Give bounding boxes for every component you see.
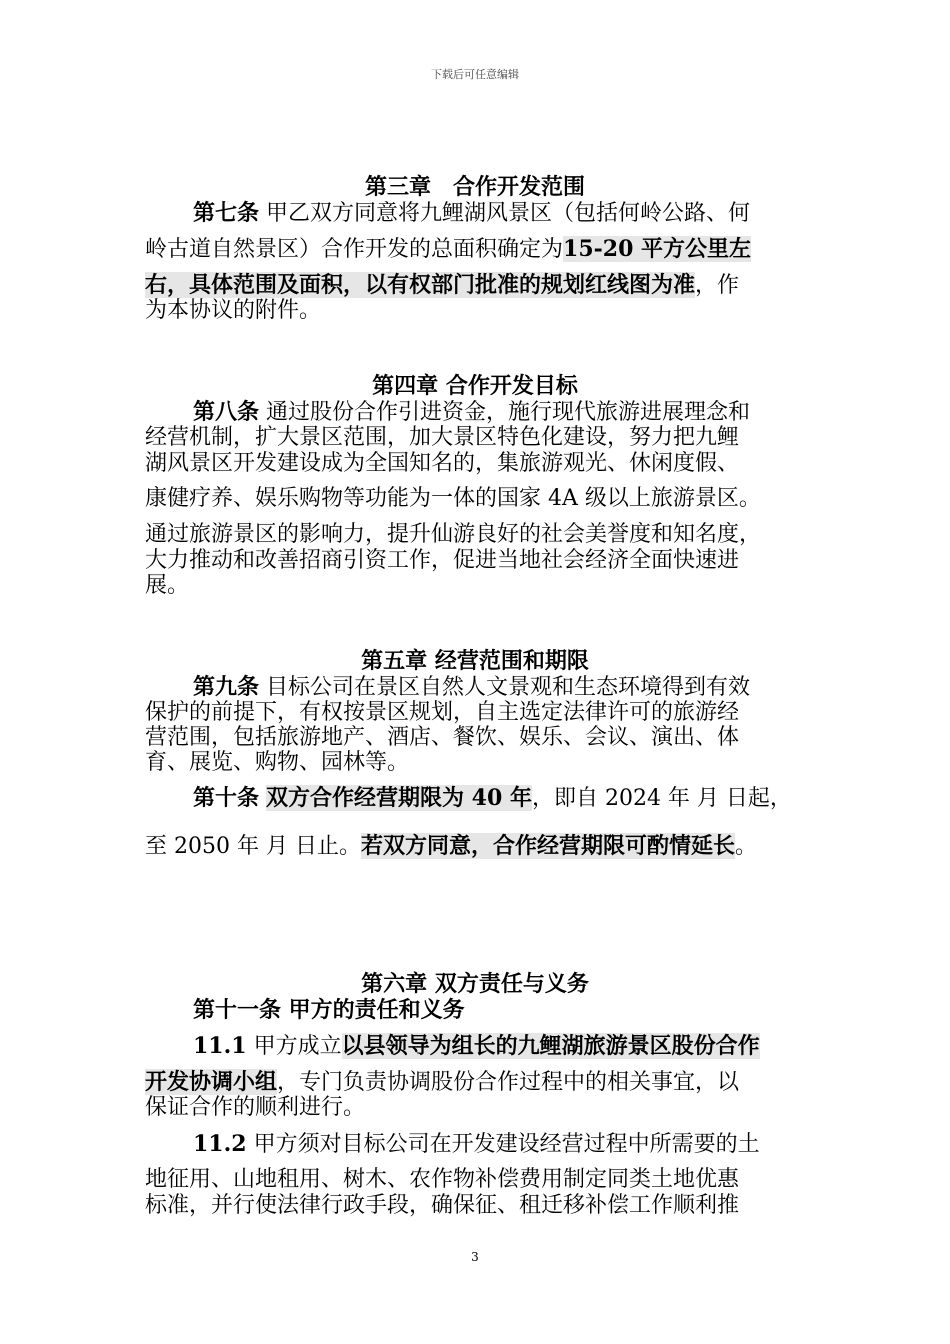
highlighted-extension-text: 若双方同意，合作经营期限可酌情延长	[360, 833, 735, 859]
article-7-line-4: 为本协议的附件。	[145, 298, 322, 323]
clause-11-2-line-3: 标准，并行使法律行政手段，确保征、租迁移补偿工作顺利推	[145, 1193, 740, 1218]
chapter-3-heading: 第三章 合作开发范围	[364, 174, 585, 200]
clause-11-2-number: 11.2	[193, 1131, 247, 1157]
article-10-label: 第十条	[193, 785, 260, 811]
article-7-line-1: 第七条 甲乙双方同意将九鲤湖风景区（包括何岭公路、何	[193, 200, 751, 226]
clause-11-1-line-2: 开发协调小组，专门负责协调股份合作过程中的相关事宜，以	[145, 1069, 740, 1095]
page-header: 下载后可任意编辑	[431, 68, 519, 81]
article-8-line-1: 第八条 通过股份合作引进资金，施行现代旅游进展理念和	[193, 399, 751, 425]
article-11-heading: 第十一条 甲方的责任和义务	[193, 997, 465, 1023]
clause-11-2-line-1: 11.2 甲方须对目标公司在开发建设经营过程中所需要的土	[193, 1131, 760, 1157]
article-8-line-4: 康健疗养、娱乐购物等功能为一体的国家 4A 级以上旅游景区。	[145, 486, 761, 511]
highlighted-scope-text: 右，具体范围及面积，以有权部门批准的规划红线图为准	[145, 272, 696, 298]
article-9-line-1: 第九条 目标公司在景区自然人文景观和生态环境得到有效	[193, 674, 751, 700]
article-8-line-2: 经营机制，扩大景区范围，加大景区特色化建设，努力把九鲤	[145, 425, 740, 450]
article-7-line-2: 岭古道自然景区）合作开发的总面积确定为15-20 平方公里左	[145, 236, 752, 262]
article-9-line-4: 育、展览、购物、园林等。	[145, 750, 410, 775]
chapter-4-heading: 第四章 合作开发目标	[372, 373, 578, 399]
article-8-line-7: 展。	[145, 573, 190, 598]
clause-11-1-line-3: 保证合作的顺利进行。	[145, 1095, 366, 1120]
page-number: 3	[471, 1250, 479, 1264]
article-10-line-2: 至 2050 年 月 日止。若双方同意，合作经营期限可酌情延长。	[145, 833, 757, 859]
highlighted-group-text-cont: 开发协调小组	[145, 1069, 278, 1095]
highlighted-area-text: 15-20 平方公里左	[563, 236, 752, 262]
article-9-line-2: 保护的前提下，有权按景区规划，自主选定法律许可的旅游经	[145, 700, 740, 725]
clause-11-1-line-1: 11.1 甲方成立以县领导为组长的九鲤湖旅游景区股份合作	[193, 1033, 760, 1059]
clause-11-1-number: 11.1	[193, 1033, 247, 1059]
article-8-line-6: 大力推动和改善招商引资工作，促进当地社会经济全面快速进	[145, 548, 740, 573]
article-9-label: 第九条	[193, 674, 260, 700]
article-9-line-3: 营范围，包括旅游地产、酒店、餐饮、娱乐、会议、演出、体	[145, 725, 740, 750]
article-8-line-3: 湖风景区开发建设成为全国知名的，集旅游观光、休闲度假、	[145, 451, 740, 476]
article-8-line-5: 通过旅游景区的影响力，提升仙游良好的社会美誉度和知名度，	[145, 522, 762, 547]
article-7-label: 第七条	[193, 200, 260, 226]
clause-11-2-line-2: 地征用、山地租用、树木、农作物补偿费用制定同类土地优惠	[145, 1167, 740, 1192]
chapter-6-heading: 第六章 双方责任与义务	[361, 971, 589, 997]
article-7-line-3: 右，具体范围及面积，以有权部门批准的规划红线图为准，作	[145, 272, 740, 298]
highlighted-group-text: 以县领导为组长的九鲤湖旅游景区股份合作	[341, 1033, 760, 1059]
highlighted-term-text: 双方合作经营期限为 40 年	[266, 785, 532, 811]
article-8-label: 第八条	[193, 399, 260, 425]
chapter-5-heading: 第五章 经营范围和期限	[361, 648, 589, 674]
article-10-line-1: 第十条 双方合作经营期限为 40 年，即自 2024 年 月 日起，	[193, 785, 792, 811]
